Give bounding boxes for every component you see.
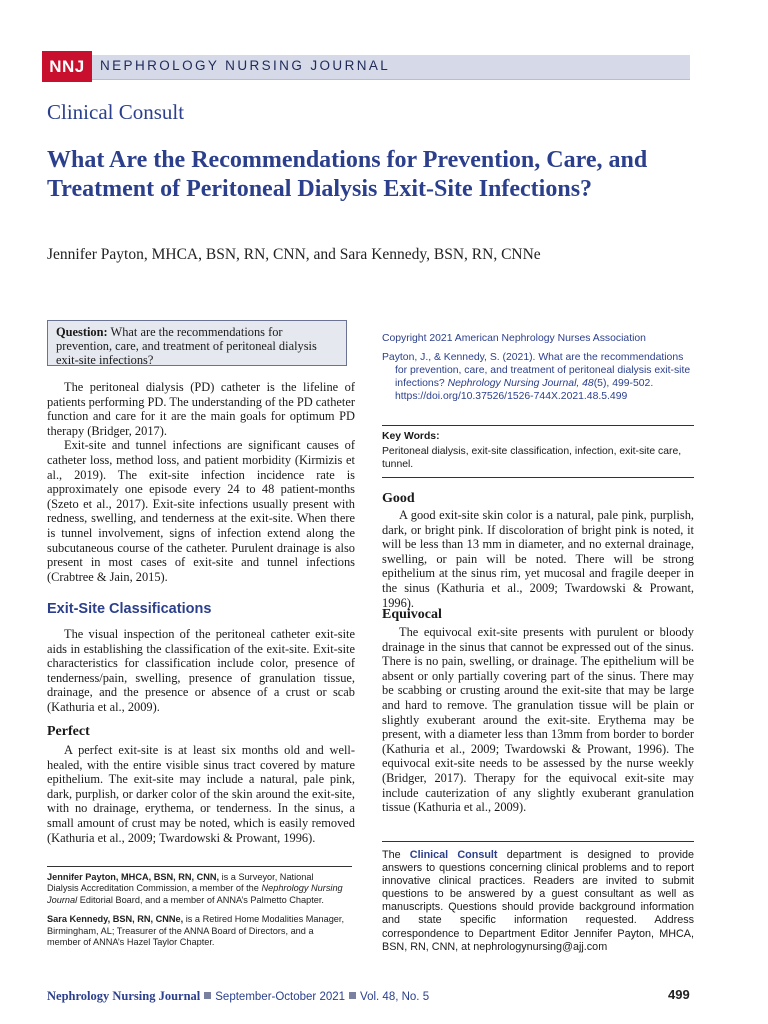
bio-payton-text-a: is a Surveyor, National Dialysis Accreditation Commission, a member of the: [47, 872, 314, 894]
citation-text-b[interactable]: (5), 499-502. https://doi.org/10.37526/1526-744X.2021.48.5.499: [395, 378, 654, 402]
bio-payton: [47, 872, 347, 906]
journal-name: NEPHROLOGY NURSING JOURNAL: [100, 58, 391, 73]
intro-paragraph-1: The peritoneal dialysis (PD) catheter is the lifeline of patients performing PD. The understanding of the PD catheter function and care for it are the main goals for optimum PD therapy (Bridger, 2017).: [47, 380, 355, 438]
question-label: Question:: [56, 325, 108, 339]
bio-divider: [47, 866, 352, 867]
keywords-label: Key Words:: [382, 431, 440, 442]
footer-square-icon: [349, 992, 356, 999]
footer-square-icon: [204, 992, 211, 999]
question-text: What are the recommendations for prevention, care, and treatment of peritoneal dialysis exit-site infections?: [56, 325, 317, 367]
intro-paragraph-2: Exit-site and tunnel infections are significant causes of catheter loss, method loss, and patient morbidity (Kirmizis et al., 2019). The exit-site infection incidence rate is approximately one episode every 24 to 48 patient-months (Szeto et al., 2017). Exit-site infections usually present with redness, swelling, and tenderness at the exit-site. When there is tunnel involvement, signs of infection extend along the subcutaneous course of the catheter. Purulent drainage is also present in most cases of exit-site and tunnel infections (Crabtree & Jain, 2015).: [47, 438, 355, 584]
perfect-heading: Perfect: [47, 724, 90, 739]
keywords-divider-bottom: [382, 477, 694, 478]
good-paragraph: A good exit-site skin color is a natural, pale pink, purplish, dark, or bright pink. If discoloration of bright pink is noted, it will be less than 13 mm in diameter, and no external drainage, swelling, or pain will be noted. There will be strong epithelium at the sinus rim, yet mucosal and fragile deeper in the sinus (Kathuria et al., 2009; Twardowski & Prowant, 1996).: [382, 508, 694, 610]
article-authors: Jennifer Payton, MHCA, BSN, RN, CNN, and Sara Kennedy, BSN, RN, CNNe: [47, 246, 541, 263]
citation-text-a: Payton, J., & Kennedy, S. (2021). What are the recommendations for prevention, care, and treatment of peritoneal dialysis exit-site infections?: [382, 352, 691, 389]
cc-lead: The: [382, 849, 401, 861]
footer-journal: Nephrology Nursing Journal: [47, 989, 201, 1003]
classifications-section: [47, 627, 355, 715]
page-number: 499: [668, 987, 690, 1002]
keywords-text: Peritoneal dialysis, exit-site classification, infection, exit-site care, tunnel.: [382, 446, 682, 470]
citation: [382, 351, 694, 403]
citation-journal: Nephrology Nursing Journal, 48: [447, 378, 594, 389]
page-footer: [47, 989, 429, 1004]
bio-payton-text-b: Editorial Board, and a member of ANNA’s Palmetto Chapter.: [79, 894, 324, 905]
clinical-consult-box: [382, 849, 694, 954]
good-section: [382, 508, 694, 610]
equivocal-paragraph: The equivocal exit-site presents with purulent or bloody drainage in the sinus that cannot be expressed out of the sinus. There is no pain, swelling, or drainage. The epithelium will be absent or only partially covering part of the sinus. There may be scabbing or crusting around the exit-site that may be large and hard to remove. The granulation tissue will be plain or slightly exuberant around the exit-site. Erythema may be present, with a diameter less than 13mm from border to border (Kathuria et al., 2009; Twardowski & Prowant, 1996). The equivocal exit-site needs to be assessed by the nurse weekly (Bridger, 2017). Therapy for the equivocal exit-site may include cauterization of any slightly exuberant granulation tissue (Kathuria et al., 2009).: [382, 625, 694, 815]
question-box: [47, 320, 347, 366]
bio-kennedy-text: is a Retired Home Modalities Manager, Birmingham, AL; Treasurer of the ANNA Board of Directors, and a member of ANNA’s Hazel Taylor Chapter.: [47, 914, 345, 948]
copyright-notice: Copyright 2021 American Nephrology Nurses Association: [382, 333, 646, 344]
intro-section: [47, 380, 355, 584]
equivocal-section: [382, 625, 694, 815]
perfect-section: [47, 743, 355, 845]
equivocal-heading: Equivocal: [382, 607, 442, 622]
cc-text: department is designed to provide answers to questions concerning clinical problems and to report innovative clinical practices. Readers are invited to submit questions to be answered by a guest consultant as well as manuscripts. Questions should provide background information and state specific information requested. Address correspondence to Department Editor Jennifer Payton, MHCA, BSN, RN, CNN, at nephrologynursing@ajj.com: [382, 849, 695, 953]
bio-payton-journal: Nephrology Nursing Journal: [47, 883, 343, 905]
department-label: Clinical Consult: [47, 100, 185, 124]
classifications-paragraph: The visual inspection of the peritoneal catheter exit-site aids in establishing the classification of the exit-site. Exit-site characteristics for classification include color, presence of tenderness/pain, swelling, presence of granulation tissue, drainage, and the presence or absence of a crust or scab (Kathuria et al., 2009).: [47, 627, 355, 714]
keywords-divider-top: [382, 425, 694, 426]
bio-kennedy-name: Sara Kennedy, BSN, RN, CNNe,: [47, 914, 184, 925]
journal-logo: NNJ: [42, 51, 92, 82]
good-heading: Good: [382, 491, 415, 506]
article-title: What Are the Recommendations for Prevention, Care, and Treatment of Peritoneal Dialysis Exit-Site Infections?: [47, 147, 648, 202]
author-bios: [47, 872, 347, 956]
cc-dept-name: Clinical Consult: [409, 849, 498, 861]
clinical-consult-divider: [382, 841, 694, 842]
perfect-paragraph: A perfect exit-site is at least six months old and well-healed, with the entire visible sinus tract covered by mature epithelium. The exit-site may include a natural, pale pink, dark, purplish, or darker color of the skin around the exit-site, with no drainage, erythema, or tenderness. In the sinus, a small amount of crust may be noted, which is easily removed (Kathuria et al., 2009; Twardowski & Prowant, 1996).: [47, 743, 355, 845]
footer-volume: Vol. 48, No. 5: [360, 991, 430, 1003]
classifications-heading: Exit-Site Classifications: [47, 601, 212, 617]
footer-issue: September-October 2021: [215, 991, 346, 1003]
bio-payton-name: Jennifer Payton, MHCA, BSN, RN, CNN,: [47, 872, 220, 882]
bio-kennedy: [47, 914, 347, 948]
